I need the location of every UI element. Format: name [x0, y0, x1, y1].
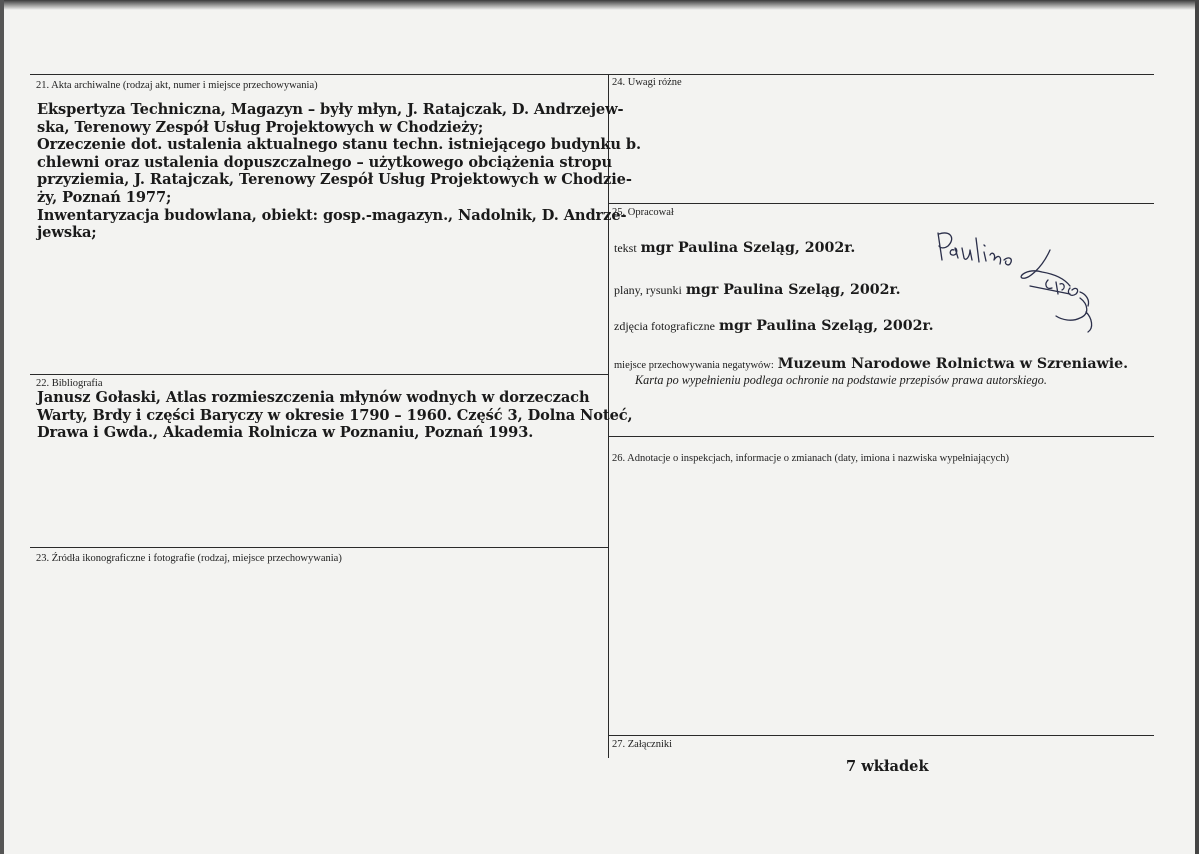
section-22-label: 22. Bibliografia [36, 378, 103, 389]
s25-plany-value: mgr Paulina Szeląg, 2002r. [685, 282, 901, 298]
s21-line-6: ży, Poznań 1977; [37, 188, 172, 206]
section-24-label: 24. Uwagi różne [612, 77, 682, 88]
s22-line-3: Drawa i Gwda., Akademia Rolnicza w Poznaniu, Poznań 1993. [37, 424, 534, 442]
section-26-label: 26. Adnotacje o inspekcjach, informacje o zmianach (daty, imiona i nazwiska wypełniających) [612, 453, 1010, 464]
section-27-label: 27. Załączniki [612, 739, 673, 750]
rule-21-22 [30, 374, 608, 375]
s22-line-1: Janusz Gołaski, Atlas rozmieszczenia młynów wodnych w dorzeczach [37, 389, 590, 406]
s25-tekst-row [614, 239, 855, 257]
s21-line-7: Inwentaryzacja budowlana, obiekt: gosp.-magazyn., Nadolnik, D. Andrze- [37, 206, 627, 224]
scan-edge-top [0, 0, 1199, 10]
s21-line-2: ska, Terenowy Zespół Usług Projektowych w Chodzieży; [37, 118, 484, 136]
section-25-label: 25. Opracował [612, 207, 674, 218]
s21-line-3: Orzeczenie dot. ustalenia aktualnego stanu techn. istniejącego budynku b. [37, 136, 641, 154]
s25-zdjecia-row [614, 317, 934, 335]
rule-24-25 [608, 203, 1154, 204]
s25-negatywy-row [614, 355, 1128, 373]
rule-22-23 [30, 547, 608, 548]
s21-line-5: przyziemia, J. Ratajczak, Terenowy Zespół Usług Projektowych w Chodzie- [37, 171, 632, 189]
s25-plany-row [614, 281, 901, 299]
rule-top [30, 74, 1154, 75]
signature-image [930, 228, 1100, 338]
s21-line-4: chlewni oraz ustalenia dopuszczalnego – użytkowego obciążenia stropu [37, 153, 612, 171]
s22-line-2: Warty, Brdy i części Baryczy w okresie 1790 – 1960. Część 3, Dolna Noteć, [37, 406, 633, 424]
s25-tekst-label: tekst [614, 241, 637, 255]
s27-value: 7 wkładek [846, 758, 929, 775]
s25-zdjecia-value: mgr Paulina Szeląg, 2002r. [718, 318, 934, 334]
s25-negatywy-label: miejsce przechowywania negatywów: [614, 360, 774, 371]
s25-copyright-note: Karta po wypełnieniu podlega ochronie na podstawie przepisów prawa autorskiego. [635, 373, 1047, 387]
section-22-content [37, 389, 633, 442]
scan-edge-left [0, 0, 4, 854]
s25-plany-label: plany, rysunki [614, 283, 682, 297]
section-21-label: 21. Akta archiwalne (rodzaj akt, numer i miejsce przechowywania) [36, 80, 318, 91]
section-23-label: 23. Źródła ikonograficzne i fotografie (rodzaj, miejsce przechowywania) [36, 553, 342, 564]
s25-tekst-value: mgr Paulina Szeląg, 2002r. [640, 240, 856, 256]
s25-zdjecia-label: zdjęcia fotograficzne [614, 319, 715, 333]
section-21-content [37, 101, 641, 242]
scan-edge-right [1195, 0, 1199, 854]
s21-line-8: jewska; [37, 224, 97, 242]
rule-26-27 [608, 735, 1154, 736]
rule-25-26 [608, 436, 1154, 437]
s21-line-1: Ekspertyza Techniczna, Magazyn – były młyn, J. Ratajczak, D. Andrzejew- [37, 101, 624, 118]
s25-negatywy-value: Muzeum Narodowe Rolnictwa w Szreniawie. [777, 356, 1129, 372]
